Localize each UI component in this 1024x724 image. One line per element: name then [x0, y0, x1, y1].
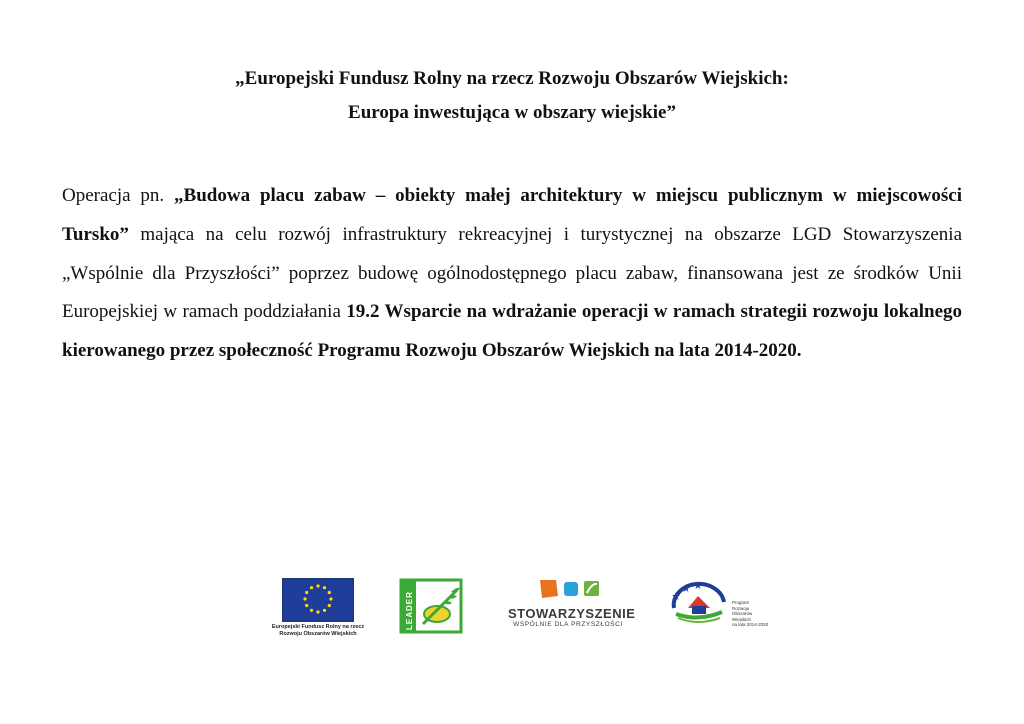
leader-text: LEADER — [405, 591, 414, 630]
stowarzyszenie-emblem-icon — [532, 578, 604, 600]
heading-line-2: Europa inwestująca w obszary wiejskie” — [348, 102, 676, 123]
logo-strip — [0, 578, 1024, 648]
eu-logo — [262, 578, 374, 638]
operation-description — [62, 177, 962, 371]
prow-emblem-icon — [668, 578, 730, 626]
document-heading — [0, 62, 1024, 130]
leader-logo — [399, 578, 471, 639]
stowarzyszenie-subtitle: WSPÓLNIE DLA PRZYSZŁOŚCI — [513, 621, 623, 628]
stowarzyszenie-name: STOWARZYSZENIE — [508, 606, 636, 621]
subaction-title: 19.2 Wsparcie na wdrażanie operacji w ramach strategii rozwoju lokalnego kierowanego przez społeczność Programu Rozwoju Obszarów Wiejskich na lata 2014-2020. — [62, 301, 962, 362]
eu-flag-icon — [282, 578, 354, 622]
para-intro: Operacja pn. — [62, 185, 175, 206]
heading-line-1: „Europejski Fundusz Rolny na rzecz Rozwoju Obszarów Wiejskich: — [235, 68, 789, 89]
operation-title: „Budowa placu zabaw – obiekty małej architektury w miejscu publicznym w miejscowości Tursko” — [62, 185, 962, 245]
prow-caption: Program Rozwoju Obszarów Wiejskich na lata 2014-2020 — [732, 600, 769, 627]
prow-logo — [668, 578, 768, 631]
para-body: mająca na celu rozwój infrastruktury rekreacyjnej i turystycznej na obszarze LGD Stowarzyszenia „Wspólnie dla Przyszłości” poprzez budowę ogólnodostępnego placu zabaw, finansowana jest ze środków Unii Europejskiej w ramach poddziałania — [62, 223, 962, 323]
stowarzyszenie-logo — [508, 578, 636, 628]
eu-caption: Europejski Fundusz Rolny na rzecz Rozwoju Obszarów Wiejskich — [271, 624, 365, 637]
leader-emblem-icon — [399, 578, 471, 634]
